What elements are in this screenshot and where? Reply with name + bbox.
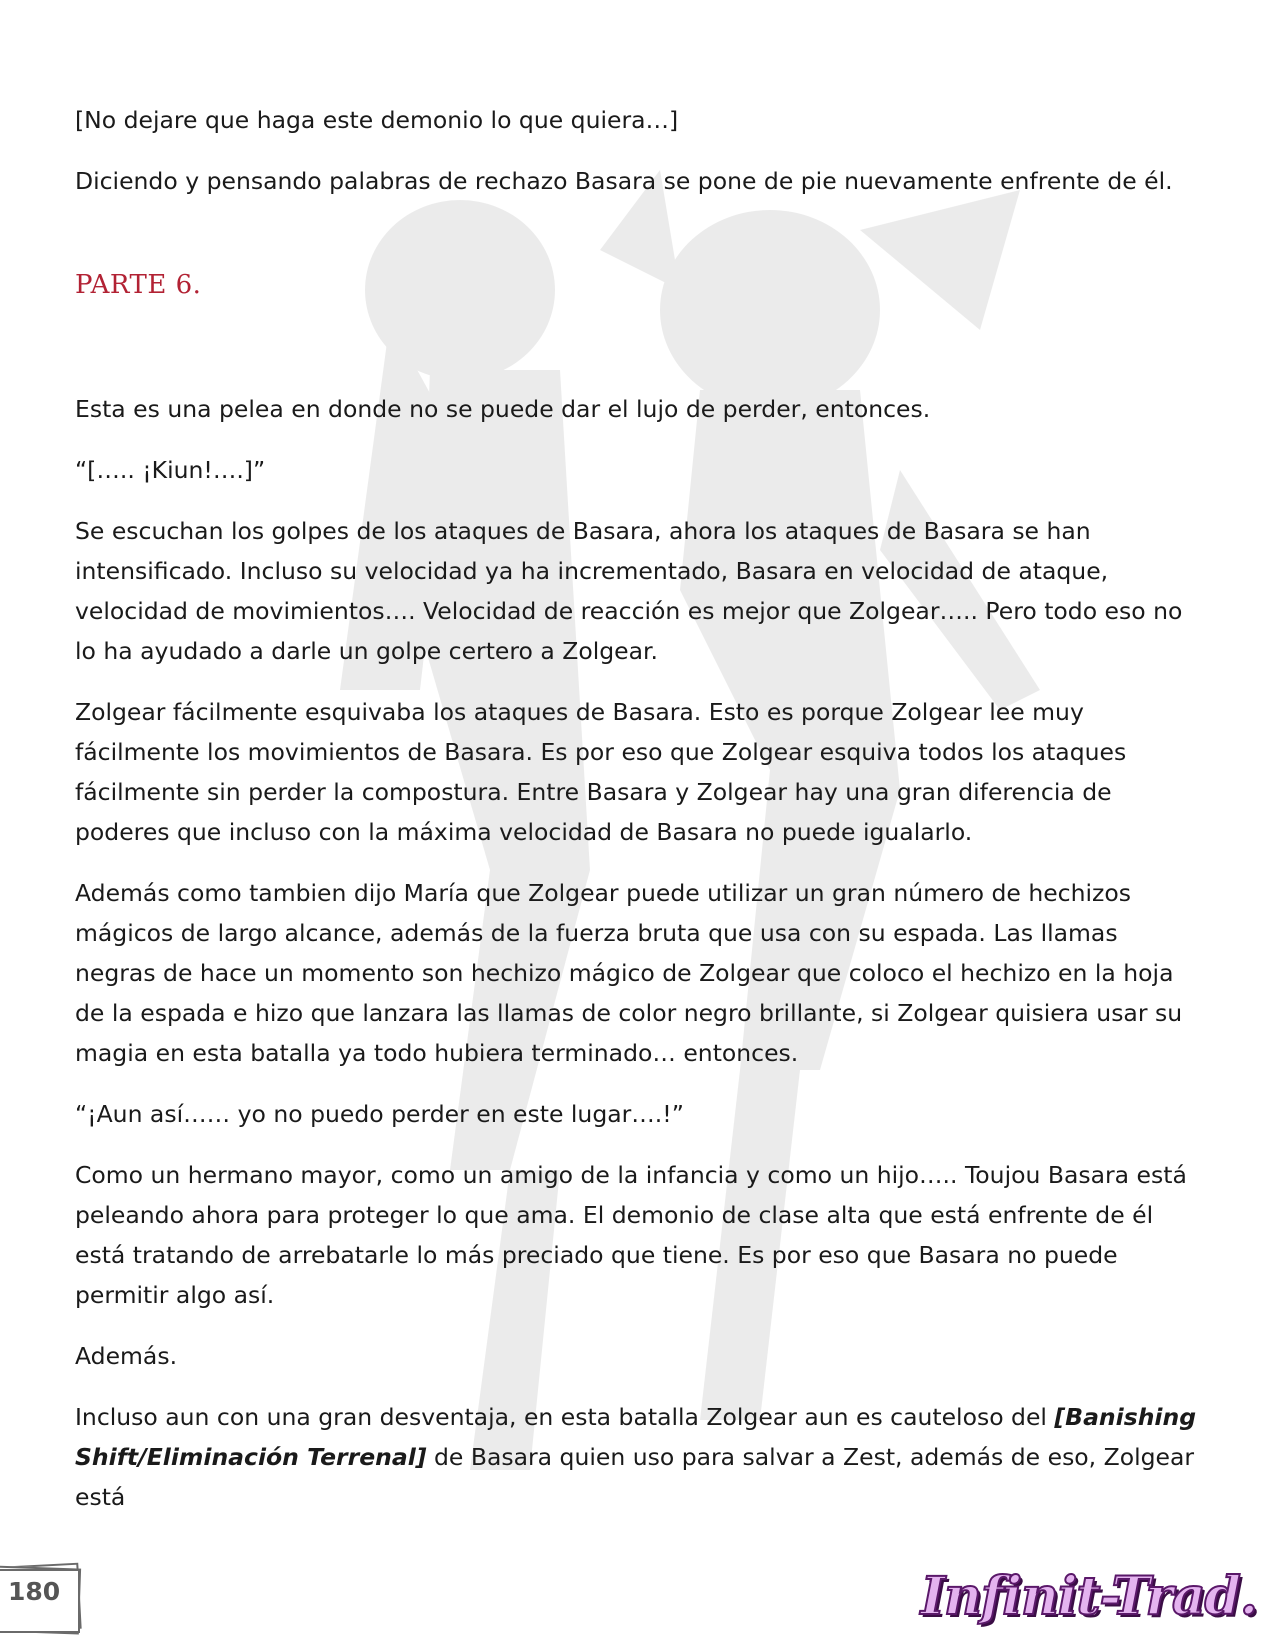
page-number: 180 bbox=[8, 1577, 61, 1606]
paragraph: Además como tambien dijo María que Zolgear puede utilizar un gran número de hechizos mágicos de largo alcance, además de la fuerza bruta que usa con su espada. Las llamas negras de hace un momento son hechizo mágico de Zolgear que coloco el hechizo en la hoja de la espada e hizo que lanzara las llamas de color negro brillante, si Zolgear quisiera usar su magia en esta batalla ya todo hubiera terminado… entonces. bbox=[75, 879, 1183, 1067]
page-number-badge bbox=[0, 1563, 84, 1633]
infinit-trad-logo: Infinit-Trad. bbox=[920, 1566, 1257, 1627]
paragraph: [No dejare que haga este demonio lo que quiera…] bbox=[75, 106, 679, 134]
paragraph-last bbox=[75, 1397, 1205, 1517]
section-heading: PARTE 6. bbox=[75, 270, 202, 300]
paragraph: “[….. ¡Kiun!….]” bbox=[75, 456, 266, 484]
paragraph: Esta es una pelea en donde no se puede dar el lujo de perder, entonces. bbox=[75, 395, 931, 423]
paragraph: Además. bbox=[75, 1342, 178, 1370]
paragraph: “¡Aun así…… yo no puedo perder en este lugar….!” bbox=[75, 1100, 684, 1128]
emphasis-text: [Banishing Shift/Eliminación Terrenal] bbox=[75, 1403, 1197, 1471]
document-body bbox=[75, 100, 1205, 1538]
paragraph: Como un hermano mayor, como un amigo de la infancia y como un hijo….. Toujou Basara está peleando ahora para proteger lo que ama. El demonio de clase alta que está enfrente de él está tratando de arrebatarle lo más preciado que tiene. Es por eso que Basara no puede permitir algo así. bbox=[75, 1161, 1187, 1309]
paragraph: Zolgear fácilmente esquivaba los ataques de Basara. Esto es porque Zolgear lee muy fácilmente los movimientos de Basara. Es por eso que Zolgear esquiva todos los ataques fácilmente sin perder la compostura. Entre Basara y Zolgear hay una gran diferencia de poderes que incluso con la máxima velocidad de Basara no puede igualarlo. bbox=[75, 698, 1127, 846]
paragraph-text: de Basara quien uso para salvar a Zest, además de eso, Zolgear está bbox=[75, 1443, 1195, 1511]
paragraph-text: Incluso aun con una gran desventaja, en esta batalla Zolgear aun es cauteloso del bbox=[75, 1403, 1055, 1431]
paragraph: Se escuchan los golpes de los ataques de Basara, ahora los ataques de Basara se han intensificado. Incluso su velocidad ya ha incrementado, Basara en velocidad de ataque, velocidad de movimientos…. Velocidad de reacción es mejor que Zolgear….. Pero todo eso no lo ha ayudado a darle un golpe certero a Zolgear. bbox=[75, 517, 1183, 665]
paragraph: Diciendo y pensando palabras de rechazo Basara se pone de pie nuevamente enfrente de él. bbox=[75, 167, 1173, 195]
